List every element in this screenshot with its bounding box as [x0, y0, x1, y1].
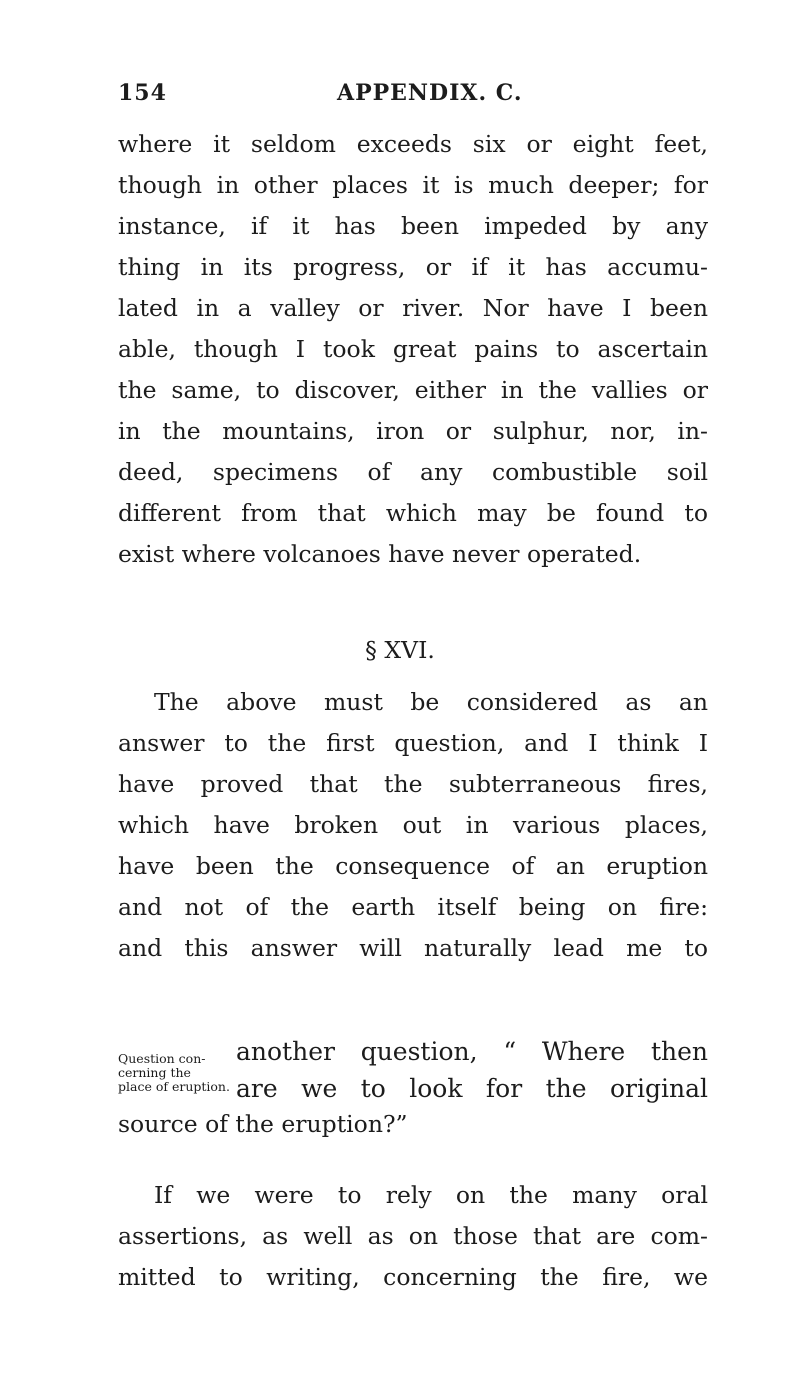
paragraph-2 — [118, 682, 708, 969]
text-line: lated in a valley or river. Nor have I been — [118, 294, 708, 322]
text-line: answer to the first question, and I think I — [118, 729, 708, 757]
text-line: have proved that the subterraneous fires, — [118, 770, 708, 798]
text-line: have been the consequence of an eruption — [118, 852, 708, 880]
text-line: instance, if it has been impeded by any — [118, 212, 708, 240]
text-line: deed, specimens of any combustible soil — [118, 458, 708, 486]
text-line: in the mountains, iron or sulphur, nor, in- — [118, 417, 708, 445]
margin-note — [118, 1052, 236, 1094]
paragraph-2-noted-lines — [236, 1033, 708, 1107]
text-line: If we were to rely on the many oral — [154, 1181, 708, 1209]
page-number: 154 — [118, 80, 167, 106]
text-line: able, though I took great pains to ascertain — [118, 335, 708, 363]
text-line: though in other places it is much deeper; for — [118, 171, 708, 199]
paragraph-3 — [118, 1175, 708, 1298]
text-line: mitted to writing, concerning the fire, we — [118, 1263, 708, 1291]
margin-note-line: Question con- — [118, 1051, 206, 1066]
text-line: the same, to discover, either in the vallies or — [118, 376, 708, 404]
paragraph-2-end — [118, 1104, 708, 1145]
section-heading: § XVI. — [365, 636, 435, 664]
text-line: and this answer will naturally lead me to — [118, 934, 708, 962]
text-line: exist where volcanoes have never operated. — [118, 540, 642, 568]
running-title: APPENDIX. C. — [337, 80, 523, 106]
text-line: source of the eruption?” — [118, 1110, 408, 1138]
running-head — [0, 80, 800, 120]
text-line: and not of the earth itself being on fire: — [118, 893, 708, 921]
text-line: are we to look for the original — [236, 1074, 708, 1103]
text-line: The above must be considered as an — [154, 688, 708, 716]
margin-note-line: cerning the — [118, 1065, 191, 1080]
text-line: thing in its progress, or if it has accumu- — [118, 253, 708, 281]
text-line: another question, “ Where then — [236, 1037, 708, 1066]
text-line: different from that which may be found to — [118, 499, 708, 527]
text-line: where it seldom exceeds six or eight feet, — [118, 130, 708, 158]
text-line: which have broken out in various places, — [118, 811, 708, 839]
text-line: assertions, as well as on those that are com- — [118, 1222, 708, 1250]
margin-note-line: place of eruption. — [118, 1079, 230, 1094]
paragraph-1 — [118, 124, 708, 575]
